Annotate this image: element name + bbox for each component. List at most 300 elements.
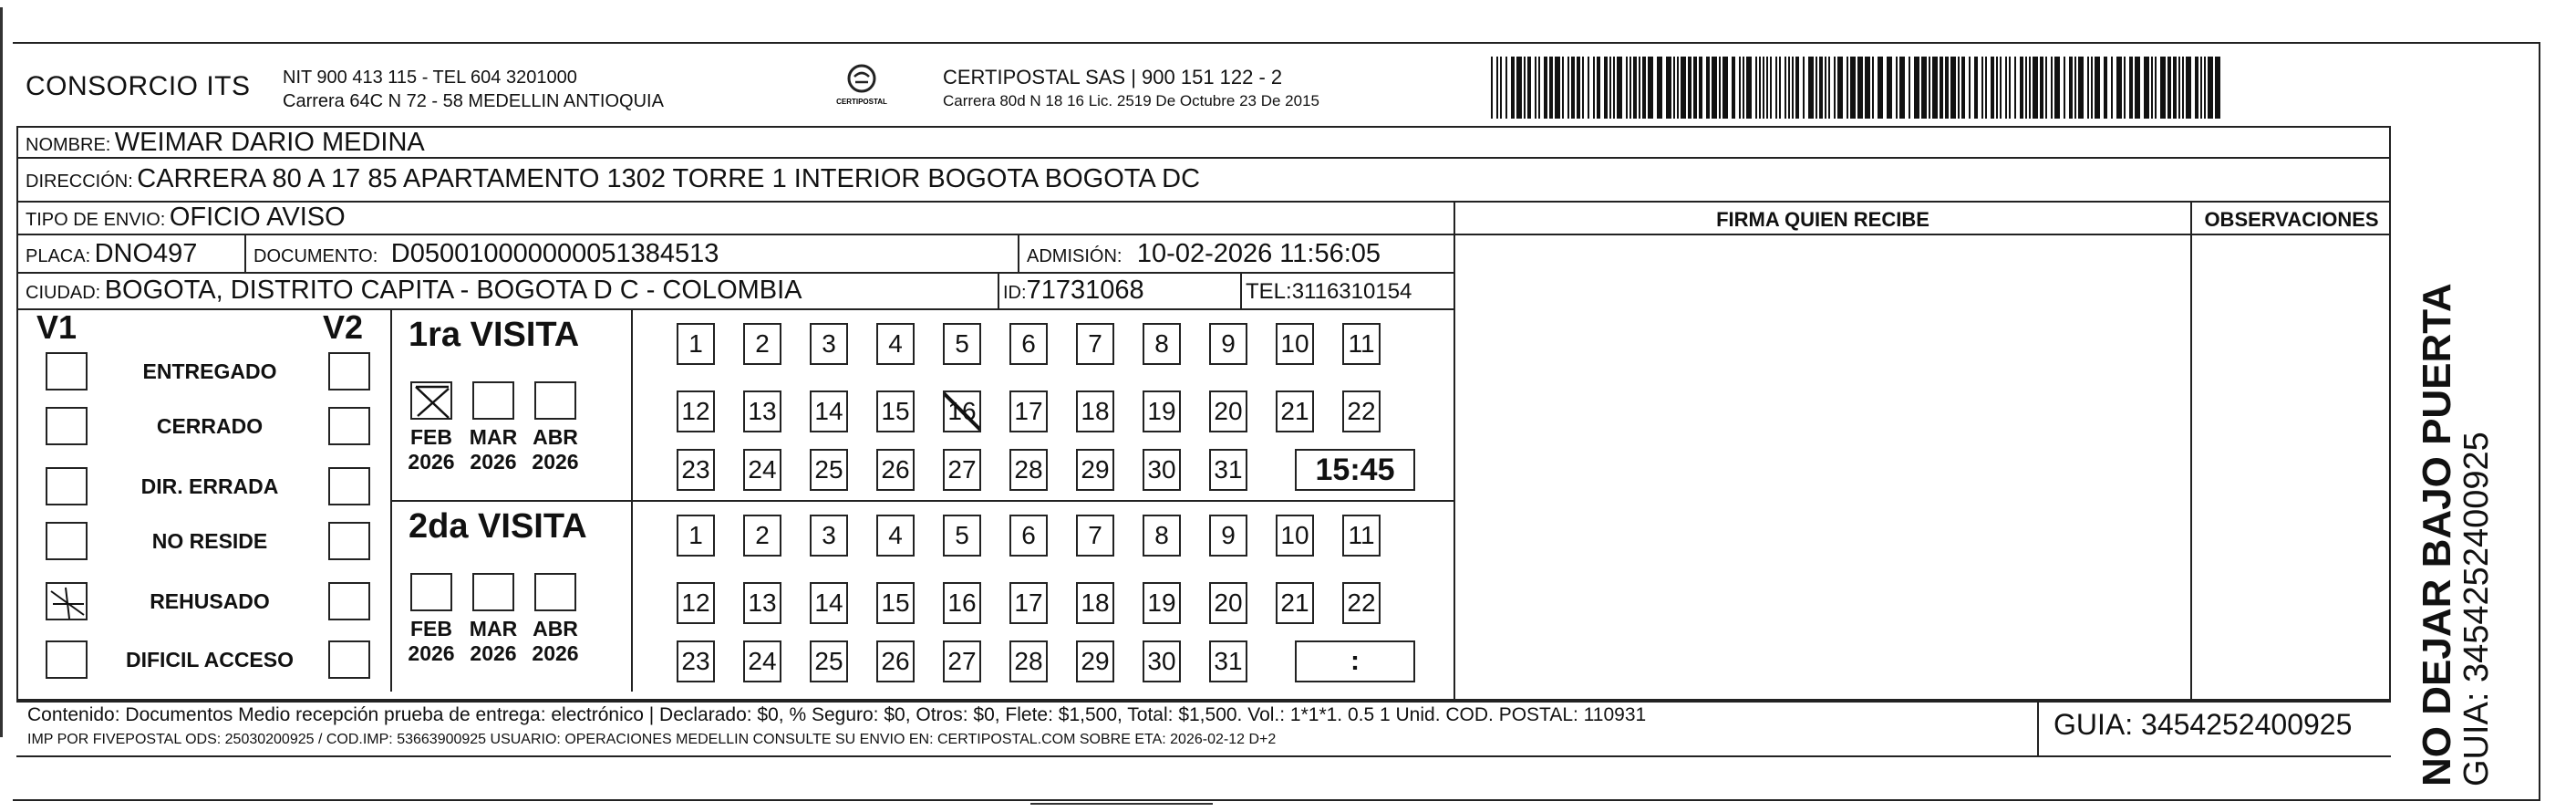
barcode-bar <box>1766 57 1768 119</box>
carrier-address: Carrera 80d N 18 16 Lic. 2519 De Octubre 23 De 2015 <box>943 92 1319 109</box>
cross-mark-icon <box>412 383 454 422</box>
month-label <box>461 425 525 474</box>
barcode-bar <box>2129 57 2133 119</box>
day-box[interactable]: 2 <box>743 323 781 365</box>
barcode-bar <box>1763 57 1764 119</box>
barcode-bar <box>1524 57 1526 119</box>
day-box[interactable]: 12 <box>677 390 715 432</box>
barcode-bar <box>1743 57 1744 119</box>
status-reason-label: DIR. ERRADA <box>140 474 279 498</box>
barcode-bar <box>1795 57 1799 119</box>
footer-guia: GUIA: 3454252400925 <box>2054 708 2353 741</box>
day-box[interactable]: 6 <box>1009 515 1048 557</box>
month-label <box>461 617 525 666</box>
divider <box>244 234 246 272</box>
barcode-bar <box>1693 57 1697 119</box>
barcode-bar <box>1887 57 1892 119</box>
day-box[interactable]: 13 <box>743 582 781 624</box>
day-box[interactable]: 19 <box>1143 582 1181 624</box>
day-box[interactable]: 29 <box>1076 640 1114 682</box>
day-box[interactable]: 11 <box>1342 515 1381 557</box>
day-box[interactable]: 21 <box>1276 390 1314 432</box>
barcode-bar <box>1609 57 1611 119</box>
barcode-bar <box>2111 57 2113 119</box>
barcode-bar <box>1969 57 1971 119</box>
barcode-bar <box>1958 57 1960 119</box>
day-box[interactable]: 14 <box>810 582 848 624</box>
status-reason-label: DIFICIL ACCESO <box>125 648 294 671</box>
id-field <box>1003 276 1144 306</box>
barcode-bar <box>1899 57 1905 119</box>
nombre-value: WEIMAR DARIO MEDINA <box>114 128 425 157</box>
status-reason-label: ENTREGADO <box>142 359 277 383</box>
day-box[interactable]: 13 <box>743 390 781 432</box>
barcode-bar <box>1500 57 1502 119</box>
company-address: Carrera 64C N 72 - 58 MEDELLIN ANTIOQUIA <box>283 91 664 111</box>
barcode-bar <box>1505 57 1507 119</box>
barcode-bar <box>1642 57 1646 119</box>
barcode-bar <box>1985 57 1987 119</box>
barcode-bar <box>2116 57 2122 119</box>
day-box[interactable]: 4 <box>876 515 915 557</box>
day-box[interactable]: 14 <box>810 390 848 432</box>
barcode-bar <box>1775 57 1777 119</box>
day-box[interactable]: 5 <box>943 323 981 365</box>
month-year: 2026 <box>532 450 579 474</box>
barcode-bar <box>1961 57 1965 119</box>
day-box[interactable]: 1 <box>677 515 715 557</box>
barcode-bar <box>1527 57 1531 119</box>
month-label <box>523 425 587 474</box>
day-box[interactable]: 27 <box>943 449 981 491</box>
barcode-bar <box>2186 57 2191 119</box>
page-edge <box>0 7 3 737</box>
barcode-bar <box>2124 57 2126 119</box>
day-box[interactable]: 18 <box>1076 390 1114 432</box>
divider <box>1018 234 1019 272</box>
barcode-bar <box>1732 57 1735 119</box>
barcode-bar <box>1535 57 1536 119</box>
barcode-bar <box>1929 57 1930 119</box>
day-box[interactable]: 21 <box>1276 582 1314 624</box>
day-box[interactable]: 30 <box>1143 640 1181 682</box>
day-box[interactable]: 5 <box>943 515 981 557</box>
barcode-bar <box>2025 57 2027 119</box>
month-year: 2026 <box>408 450 455 474</box>
barcode-bar <box>2029 57 2031 119</box>
day-box[interactable]: 8 <box>1143 323 1181 365</box>
company-info <box>283 66 664 113</box>
day-box[interactable]: 1 <box>677 323 715 365</box>
barcode-bar <box>2204 57 2206 119</box>
barcode-bar <box>1788 57 1790 119</box>
row-divider <box>16 201 2391 203</box>
nombre-label: NOMBRE: <box>26 135 111 155</box>
footer-divider <box>2037 701 2039 755</box>
day-box[interactable]: 28 <box>1009 640 1048 682</box>
direccion-value: CARRERA 80 A 17 85 APARTAMENTO 1302 TORRE 1 INTERIOR BOGOTA BOGOTA DC <box>137 164 1201 193</box>
day-box[interactable]: 23 <box>677 640 715 682</box>
barcode-bar <box>1562 57 1564 119</box>
placa-label: PLACA: <box>26 246 91 266</box>
carrier-info <box>943 66 1319 113</box>
barcode-bar <box>1950 57 1956 119</box>
v1-checkbox[interactable] <box>46 522 88 560</box>
barcode-bar <box>1865 57 1870 119</box>
status-reason-label: CERRADO <box>156 414 264 438</box>
barcode-bar <box>2173 57 2177 119</box>
day-box[interactable]: 12 <box>677 582 715 624</box>
day-box[interactable]: 20 <box>1209 582 1247 624</box>
barcode-bar <box>2054 57 2060 119</box>
barcode-bar <box>1699 57 1702 119</box>
barcode-bar <box>2000 57 2002 119</box>
day-box[interactable]: 16 <box>943 582 981 624</box>
barcode-bar <box>2200 57 2202 119</box>
tipo-label: TIPO DE ENVIO: <box>26 210 166 230</box>
barcode-bar <box>1857 57 1863 119</box>
tipo-row <box>26 203 346 233</box>
admision-label: ADMISIÓN: <box>1027 246 1122 266</box>
day-box[interactable]: 6 <box>1009 323 1048 365</box>
footer-bottom-rule <box>16 755 2391 757</box>
barcode-bar <box>1648 57 1653 119</box>
barcode-bar <box>1511 57 1515 119</box>
logo-text: CERTIPOSTAL <box>836 98 887 106</box>
day-box[interactable]: 4 <box>876 323 915 365</box>
barcode-bar <box>1593 57 1595 119</box>
barcode-bar <box>1555 57 1560 119</box>
day-box[interactable]: 17 <box>1009 390 1048 432</box>
admision-value: 10-02-2026 11:56:05 <box>1136 239 1381 268</box>
month-checkbox[interactable] <box>534 573 576 611</box>
barcode-bar <box>1779 57 1781 119</box>
barcode-bar <box>1755 57 1757 119</box>
time-box[interactable]: : <box>1295 640 1415 682</box>
day-box[interactable]: 24 <box>743 449 781 491</box>
month-checkbox[interactable] <box>534 381 576 420</box>
day-box[interactable]: 2 <box>743 515 781 557</box>
side-no-dejar: NO DEJAR BAJO PUERTA <box>2415 283 2459 786</box>
tel-label: TEL: <box>1246 279 1292 304</box>
barcode-bar <box>1991 57 1994 119</box>
company-name: CONSORCIO ITS <box>26 71 251 101</box>
v2-checkbox[interactable] <box>328 640 370 679</box>
barcode-bar <box>1819 57 1823 119</box>
barcode-bar <box>2160 57 2166 119</box>
barcode-bar <box>2045 57 2047 119</box>
divider <box>998 272 999 308</box>
col-divider-obs <box>2190 201 2192 701</box>
barcode-bar <box>2155 57 2157 119</box>
day-box[interactable]: 11 <box>1342 323 1381 365</box>
barcode-bar <box>1617 57 1622 119</box>
barcode-bar <box>1996 57 1998 119</box>
v1-checkbox[interactable] <box>46 582 88 620</box>
barcode-bar <box>1666 57 1671 119</box>
barcode-bar <box>1567 57 1569 119</box>
barcode-bar <box>1878 57 1883 119</box>
barcode-bar <box>2020 57 2023 119</box>
day-box[interactable]: 9 <box>1209 515 1247 557</box>
barcode-bar <box>2215 57 2220 119</box>
barcode-bar <box>2087 57 2089 119</box>
barcode-bar <box>2178 57 2180 119</box>
month-label <box>399 425 463 474</box>
month-name: MAR <box>469 617 518 640</box>
day-box[interactable]: 26 <box>876 640 915 682</box>
barcode-bar <box>2051 57 2053 119</box>
barcode-bar <box>1896 57 1898 119</box>
barcode-bar <box>2005 57 2007 119</box>
barcode-bar <box>2182 57 2184 119</box>
documento-value: D050010000000051384513 <box>390 239 719 268</box>
barcode-bar <box>1549 57 1553 119</box>
time-box[interactable]: 15:45 <box>1295 449 1415 491</box>
v1-checkbox[interactable] <box>46 352 88 390</box>
barcode-bar <box>1770 57 1772 119</box>
day-box[interactable]: 31 <box>1209 640 1247 682</box>
barcode-bar <box>1688 57 1691 119</box>
barcode-bar <box>2144 57 2149 119</box>
day-box[interactable]: 25 <box>810 449 848 491</box>
visit-title: 1ra VISITA <box>409 316 580 354</box>
barcode-bar <box>1974 57 1978 119</box>
carrier-name: CERTIPOSTAL SAS | 900 151 122 - 2 <box>943 66 1283 88</box>
v1-header: V1 <box>36 308 78 346</box>
day-box[interactable]: 31 <box>1209 449 1247 491</box>
v2-checkbox[interactable] <box>328 407 370 445</box>
barcode-bar <box>1759 57 1761 119</box>
day-box[interactable]: 20 <box>1209 390 1247 432</box>
day-box[interactable]: 27 <box>943 640 981 682</box>
month-year: 2026 <box>408 641 455 665</box>
row-divider <box>16 308 1455 310</box>
barcode-bar <box>2033 57 2038 119</box>
tel-value: 3116310154 <box>1291 279 1412 304</box>
day-box[interactable]: 24 <box>743 640 781 682</box>
certipostal-logo <box>836 60 887 115</box>
month-name: ABR <box>533 617 578 640</box>
barcode-bar <box>2074 57 2076 119</box>
barcode-bar <box>2078 57 2084 119</box>
admision-field <box>1027 239 1381 269</box>
barcode-bar <box>1739 57 1741 119</box>
month-name: FEB <box>410 617 452 640</box>
barcode-bar <box>1673 57 1675 119</box>
day-box[interactable]: 9 <box>1209 323 1247 365</box>
month-year: 2026 <box>470 450 517 474</box>
company-nit: NIT 900 413 115 - TEL 604 3201000 <box>283 68 577 88</box>
barcode-bar <box>1816 57 1817 119</box>
barcode-bar <box>1921 57 1927 119</box>
barcode-bar <box>1633 57 1637 119</box>
barcode-bar <box>2014 57 2016 119</box>
day-box[interactable]: 10 <box>1276 323 1314 365</box>
barcode-bar <box>1785 57 1786 119</box>
day-box[interactable]: 23 <box>677 449 715 491</box>
ciudad-field <box>26 276 802 306</box>
barcode-bar <box>1719 57 1721 119</box>
barcode-bar <box>1909 57 1910 119</box>
bottom-rule <box>1030 803 1213 805</box>
barcode-bar <box>1681 57 1686 119</box>
day-box[interactable]: 18 <box>1076 582 1114 624</box>
barcode-bar <box>1626 57 1628 119</box>
day-box[interactable]: 7 <box>1076 515 1114 557</box>
day-box[interactable]: 19 <box>1143 390 1181 432</box>
barcode-bar <box>1825 57 1826 119</box>
day-box[interactable]: 17 <box>1009 582 1048 624</box>
barcode-bar <box>1792 57 1794 119</box>
barcode-bar <box>1588 57 1589 119</box>
barcode-bar <box>2064 57 2065 119</box>
barcode-bar <box>1850 57 1856 119</box>
barcode-bar <box>1872 57 1874 119</box>
barcode-bar <box>1723 57 1728 119</box>
barcode-bar <box>2135 57 2140 119</box>
v1-checkbox[interactable] <box>46 467 88 505</box>
barcode-bar <box>1945 57 1949 119</box>
month-name: MAR <box>469 425 518 449</box>
month-name: ABR <box>533 425 578 449</box>
barcode-bar <box>1940 57 1943 119</box>
barcode-bar <box>2069 57 2073 119</box>
side-notice <box>2416 283 2495 786</box>
barcode-bar <box>1847 57 1848 119</box>
day-box[interactable]: 28 <box>1009 449 1048 491</box>
month-label <box>399 617 463 666</box>
day-box[interactable]: 15 <box>876 582 915 624</box>
barcode-bar <box>2104 57 2107 119</box>
documento-field <box>253 239 719 269</box>
nombre-row <box>26 128 425 158</box>
month-checkbox[interactable] <box>410 573 452 611</box>
v2-checkbox[interactable] <box>328 352 370 390</box>
direccion-row <box>26 164 1200 194</box>
status-reason-label: REHUSADO <box>150 589 270 613</box>
barcode-bar <box>1582 57 1584 119</box>
day-box[interactable]: 3 <box>810 323 848 365</box>
barcode-bar <box>1613 57 1615 119</box>
barcode-bar <box>1597 57 1600 119</box>
barcode-bar <box>1677 57 1679 119</box>
barcode-bar <box>2091 57 2093 119</box>
month-checkbox[interactable] <box>472 573 514 611</box>
divider <box>1240 272 1242 308</box>
barcode <box>1491 57 2220 119</box>
v1-checkbox[interactable] <box>46 407 88 445</box>
day-box[interactable]: 8 <box>1143 515 1181 557</box>
id-value: 71731068 <box>1026 276 1144 305</box>
barcode-bar <box>2195 57 2198 119</box>
barcode-bar <box>1981 57 1983 119</box>
barcode-bar <box>1657 57 1662 119</box>
footer-imp: IMP POR FIVEPOSTAL ODS: 25030200925 / COD.IMP: 53663900925 USUARIO: OPERACIONES MEDELLIN CONSULTE SU ENVIO EN: CERTIPOSTAL.COM SOBRE ETA: 2026-02-12 D+2 <box>27 732 1277 747</box>
col-divider-firma <box>1454 201 1455 701</box>
barcode-bar <box>1712 57 1717 119</box>
barcode-bar <box>1604 57 1608 119</box>
firma-header: FIRMA QUIEN RECIBE <box>1716 208 1929 231</box>
v1-checkbox[interactable] <box>46 640 88 679</box>
side-guia: GUIA: 3454252400925 <box>2457 432 2496 786</box>
ciudad-value: BOGOTA, DISTRITO CAPITA - BOGOTA D C - COLOMBIA <box>104 276 802 305</box>
tipo-value: OFICIO AVISO <box>169 203 346 232</box>
id-label: ID: <box>1003 283 1027 303</box>
visit-title: 2da VISITA <box>409 507 587 546</box>
day-box[interactable]: 3 <box>810 515 848 557</box>
visit-divider <box>390 500 1455 502</box>
day-box[interactable]: 22 <box>1342 390 1381 432</box>
barcode-bar <box>1803 57 1805 119</box>
barcode-bar <box>1516 57 1522 119</box>
documento-label: DOCUMENTO: <box>253 246 378 266</box>
day-box[interactable]: 7 <box>1076 323 1114 365</box>
v2-checkbox[interactable] <box>328 522 370 560</box>
direccion-label: DIRECCIÓN: <box>26 172 133 192</box>
day-box[interactable]: 22 <box>1342 582 1381 624</box>
barcode-bar <box>1538 57 1540 119</box>
month-year: 2026 <box>532 641 579 665</box>
v2-checkbox[interactable] <box>328 582 370 620</box>
barcode-bar <box>1571 57 1575 119</box>
barcode-bar <box>1629 57 1631 119</box>
barcode-bar <box>2167 57 2171 119</box>
month-year: 2026 <box>470 641 517 665</box>
barcode-bar <box>1706 57 1710 119</box>
footer-contenido: Contenido: Documentos Medio recepción prueba de entrega: electrónico | Declarado: $0, % Seguro: $0, Otros: $0, Flete: $1,500, Total: $1,500. Vol.: 1*1*1. 0.5 1 Unid. COD. POSTAL: 110931 <box>27 704 1647 725</box>
v2-checkbox[interactable] <box>328 467 370 505</box>
month-checkbox[interactable] <box>410 381 452 420</box>
barcode-bar <box>1834 57 1836 119</box>
day-box[interactable]: 16 <box>943 390 981 432</box>
month-checkbox[interactable] <box>472 381 514 420</box>
barcode-bar <box>1544 57 1547 119</box>
barcode-bar <box>2151 57 2153 119</box>
day-box[interactable]: 29 <box>1076 449 1114 491</box>
row-divider <box>1455 234 2391 235</box>
barcode-bar <box>1828 57 1830 119</box>
observaciones-header: OBSERVACIONES <box>2204 208 2379 231</box>
barcode-bar <box>2040 57 2043 119</box>
month-name: FEB <box>410 425 452 449</box>
barcode-bar <box>1837 57 1843 119</box>
day-box[interactable]: 26 <box>876 449 915 491</box>
footer-top-rule <box>16 701 2391 703</box>
check-mark-icon <box>47 584 89 622</box>
barcode-bar <box>1746 57 1752 119</box>
barcode-bar <box>1932 57 1938 119</box>
barcode-bar <box>1639 57 1640 119</box>
day-box[interactable]: 10 <box>1276 515 1314 557</box>
barcode-bar <box>1808 57 1814 119</box>
row-divider <box>16 234 1455 235</box>
barcode-bar <box>2095 57 2100 119</box>
placa-field <box>26 239 197 269</box>
barcode-bar <box>1577 57 1580 119</box>
barcode-bar <box>1914 57 1919 119</box>
tel-field <box>1246 279 1412 305</box>
day-box[interactable]: 30 <box>1143 449 1181 491</box>
barcode-bar <box>1496 57 1498 119</box>
placa-value: DNO497 <box>94 239 198 268</box>
barcode-bar <box>2009 57 2011 119</box>
day-box[interactable]: 15 <box>876 390 915 432</box>
month-label <box>523 617 587 666</box>
v2-header: V2 <box>323 308 364 346</box>
day-box[interactable]: 25 <box>810 640 848 682</box>
barcode-bar <box>1491 57 1493 119</box>
